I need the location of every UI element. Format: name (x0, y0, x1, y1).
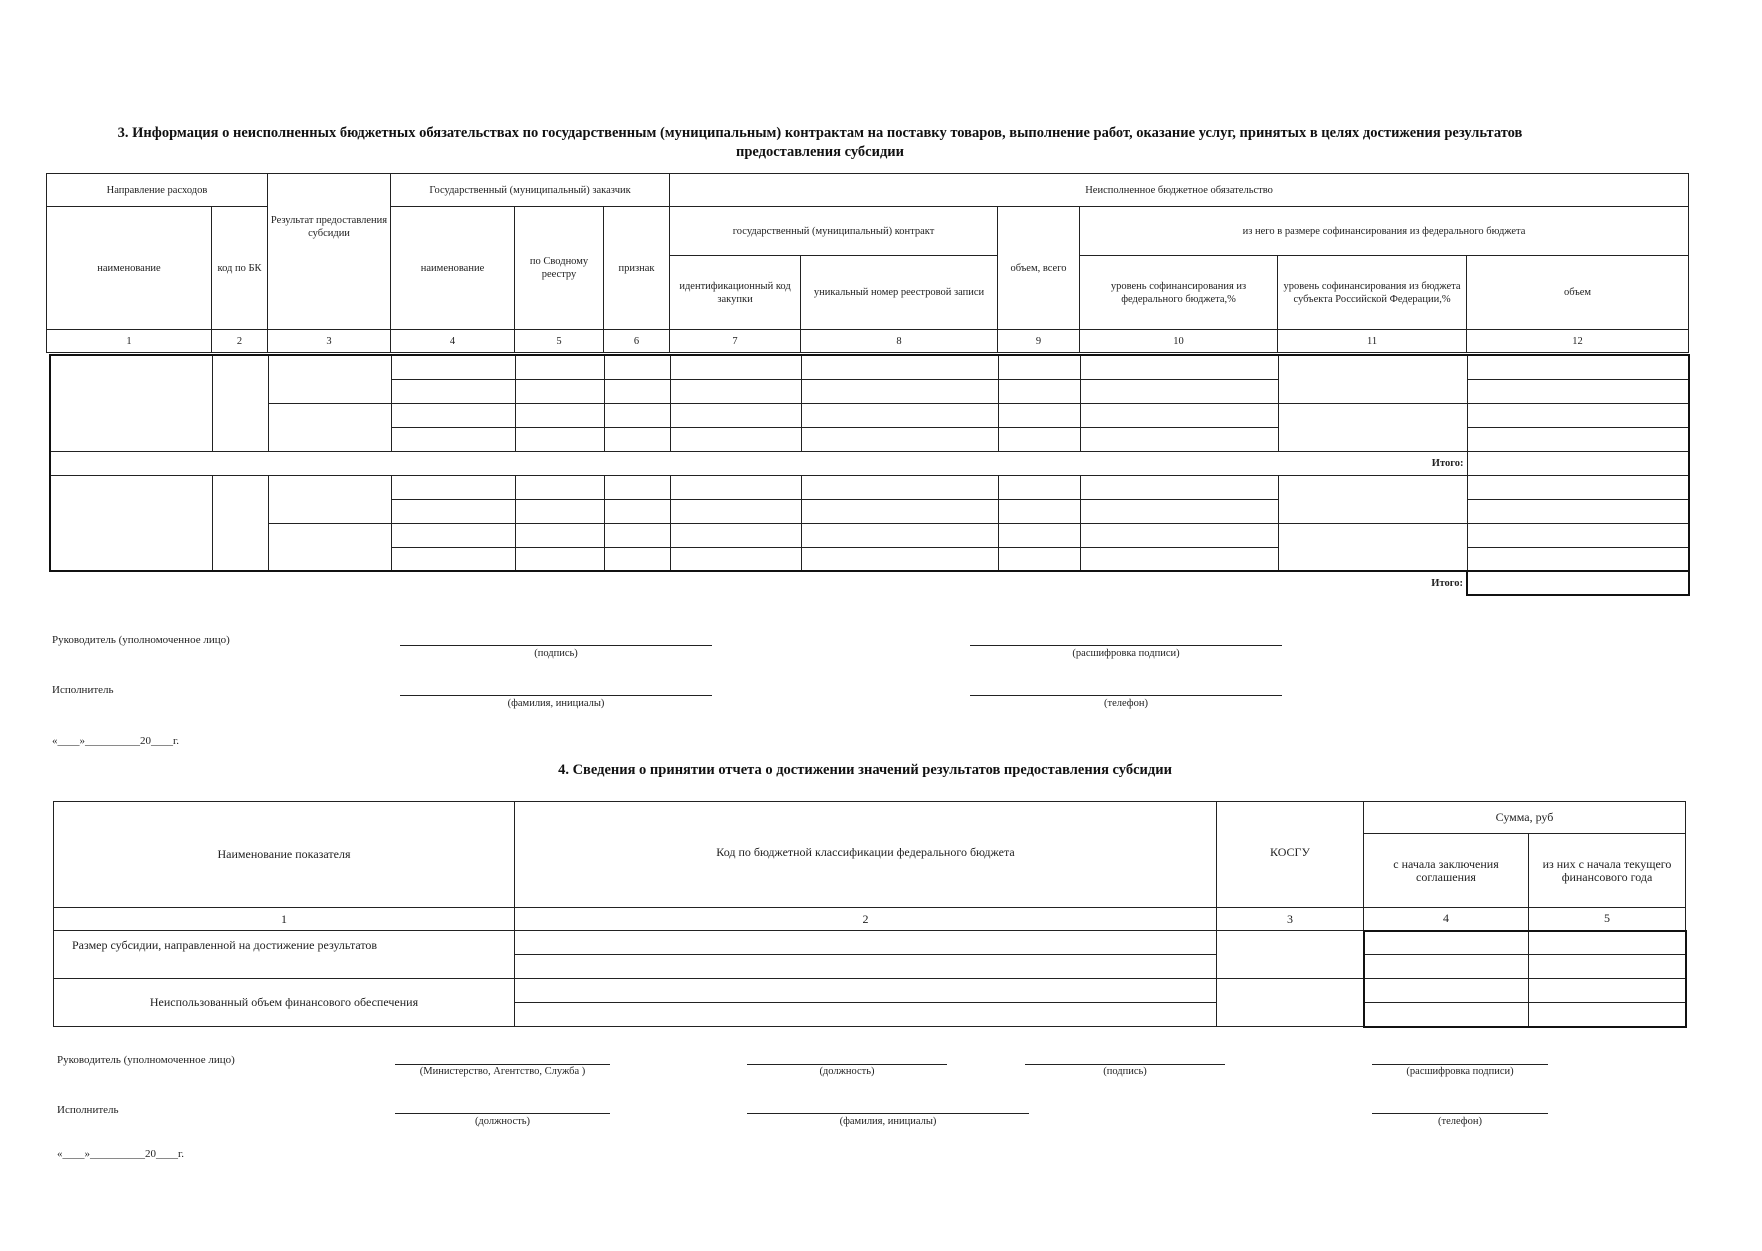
s4-ministry-caption: (Министерство, Агентство, Служба ) (419, 1066, 586, 1077)
s4-col-num: 5 (1529, 908, 1686, 931)
cell[interactable] (604, 403, 670, 427)
s4-position-line[interactable] (747, 1064, 947, 1065)
cell-cofin-subj[interactable] (1278, 523, 1467, 571)
s3-head-sign-caption: (подпись) (534, 648, 578, 659)
header-contract: государственный (муниципальный) контракт (670, 207, 998, 256)
s4-header-sum: Сумма, руб (1364, 802, 1686, 834)
s4-header-bk-code: Код по бюджетной классификации федерального бюджета (515, 802, 1217, 908)
col-num: 5 (515, 330, 604, 353)
cell[interactable] (1080, 379, 1278, 403)
cell[interactable] (1080, 475, 1278, 499)
s4-decode-line[interactable] (1372, 1064, 1548, 1065)
cell[interactable] (604, 547, 670, 571)
s4-cell-kosgu[interactable] (1217, 931, 1364, 979)
cell[interactable] (515, 355, 604, 379)
cell-direction-code[interactable] (212, 355, 268, 451)
cell[interactable] (391, 475, 515, 499)
s4-cell-sum-year[interactable] (1529, 931, 1686, 955)
cell[interactable] (604, 523, 670, 547)
header-result: Результат предоставления субсидии (268, 174, 391, 330)
cell[interactable] (670, 475, 801, 499)
cell-volume[interactable] (1467, 523, 1689, 547)
cell[interactable] (670, 499, 801, 523)
s4-executor-name-caption: (фамилия, инициалы) (839, 1116, 937, 1127)
s3-executor-name-caption: (фамилия, инициалы) (507, 698, 605, 709)
col-num: 7 (670, 330, 801, 353)
cell[interactable] (998, 523, 1080, 547)
cell-cofin-subj[interactable] (1278, 403, 1467, 451)
header-direction-name: наименование (47, 207, 212, 330)
s3-head-decode-caption: (расшифровка подписи) (1072, 648, 1180, 659)
col-num: 3 (268, 330, 391, 353)
cell[interactable] (1080, 427, 1278, 451)
header-customer-registry: по Сводному реестру (515, 207, 604, 330)
s4-cell-bk[interactable] (515, 979, 1217, 1003)
cell-volume[interactable] (1467, 499, 1689, 523)
col-num: 12 (1467, 330, 1689, 353)
s4-cell-sum-start[interactable] (1364, 1003, 1529, 1027)
cell[interactable] (801, 475, 998, 499)
cell[interactable] (1080, 523, 1278, 547)
s4-col-num: 4 (1364, 908, 1529, 931)
col-num: 10 (1080, 330, 1278, 353)
col-num: 11 (1278, 330, 1467, 353)
s4-header-kosgu: КОСГУ (1217, 802, 1364, 908)
s4-head-label: Руководитель (уполномоченное лицо) (57, 1054, 235, 1066)
cell-result[interactable] (268, 355, 391, 403)
cell-volume[interactable] (1467, 403, 1689, 427)
section3-header-table (46, 173, 1689, 353)
cell[interactable] (670, 547, 801, 571)
cell[interactable] (515, 475, 604, 499)
col-num: 6 (604, 330, 670, 353)
cell[interactable] (1080, 403, 1278, 427)
col-num: 1 (47, 330, 212, 353)
s4-header-indicator: Наименование показателя (54, 802, 515, 908)
s3-head-label: Руководитель (уполномоченное лицо) (52, 634, 230, 646)
s4-executor-label: Исполнитель (57, 1104, 119, 1116)
cell[interactable] (515, 499, 604, 523)
s4-executor-position-line[interactable] (395, 1113, 610, 1114)
header-customer-sign: признак (604, 207, 670, 330)
s4-cell-sum-start[interactable] (1364, 955, 1529, 979)
header-direction: Направление расходов (47, 174, 268, 207)
cell[interactable] (801, 379, 998, 403)
s4-ministry-line[interactable] (395, 1064, 610, 1065)
cell-result[interactable] (268, 403, 391, 451)
cell-direction-name[interactable] (50, 355, 212, 451)
cell-cofin-subj[interactable] (1278, 475, 1467, 523)
cell[interactable] (515, 547, 604, 571)
cell[interactable] (604, 379, 670, 403)
s4-header-sum-current-year: из них с начала текущего финансового года (1529, 834, 1686, 908)
cell[interactable] (1080, 547, 1278, 571)
cell[interactable] (391, 523, 515, 547)
header-volume-total: объем, всего (998, 207, 1080, 330)
s4-col-num: 1 (54, 908, 515, 931)
cell[interactable] (515, 379, 604, 403)
col-num: 9 (998, 330, 1080, 353)
cell[interactable] (670, 523, 801, 547)
s4-executor-phone-caption: (телефон) (1438, 1116, 1482, 1127)
s3-executor-phone-line[interactable] (970, 695, 1282, 696)
cell[interactable] (801, 547, 998, 571)
header-direction-code: код по БК (212, 207, 268, 330)
header-customer: Государственный (муниципальный) заказчик (391, 174, 670, 207)
cell[interactable] (604, 427, 670, 451)
cell[interactable] (801, 499, 998, 523)
cell-result[interactable] (268, 475, 391, 523)
s3-date-line[interactable]: «____»__________20____г. (52, 735, 180, 747)
s4-executor-position-caption: (должность) (474, 1116, 531, 1127)
cell[interactable] (670, 379, 801, 403)
total-value-1[interactable] (1467, 451, 1689, 475)
s4-cell-bk[interactable] (515, 931, 1217, 955)
cell[interactable] (391, 427, 515, 451)
cell[interactable] (670, 427, 801, 451)
cell[interactable] (998, 475, 1080, 499)
total-label-1: Итого: (50, 451, 1467, 475)
cell-volume[interactable] (1467, 475, 1689, 499)
col-num: 8 (801, 330, 998, 353)
cell[interactable] (998, 355, 1080, 379)
s4-cell-bk[interactable] (515, 955, 1217, 979)
header-cofin-fed: уровень софинансирования из федерального бюджета,% (1080, 256, 1278, 330)
s4-cell-sum-year[interactable] (1529, 955, 1686, 979)
s4-cell-sum-start[interactable] (1364, 979, 1529, 1003)
section3-title-line2: предоставления субсидии (735, 144, 904, 160)
cell[interactable] (1080, 499, 1278, 523)
cell[interactable] (998, 547, 1080, 571)
cell[interactable] (604, 475, 670, 499)
cell[interactable] (604, 499, 670, 523)
cell[interactable] (670, 355, 801, 379)
s4-executor-name-line[interactable] (747, 1113, 1029, 1114)
s4-executor-phone-line[interactable] (1372, 1113, 1548, 1114)
section3-title (60, 124, 1580, 162)
s4-col-num: 3 (1217, 908, 1364, 931)
cell[interactable] (998, 379, 1080, 403)
cell-volume[interactable] (1467, 355, 1689, 379)
s3-executor-phone-caption: (телефон) (1104, 698, 1148, 709)
s4-cell-sum-year[interactable] (1529, 1003, 1686, 1027)
header-contract-reg: уникальный номер реестровой записи (801, 256, 998, 330)
s4-cell-sum-year[interactable] (1529, 979, 1686, 1003)
header-cofin-volume: объем (1467, 256, 1689, 330)
cell[interactable] (515, 523, 604, 547)
s4-header-sum-from-start: с начала заключения соглашения (1364, 834, 1529, 908)
s4-cell-bk[interactable] (515, 1003, 1217, 1027)
cell-volume[interactable] (1467, 427, 1689, 451)
cell-direction-code[interactable] (212, 475, 268, 571)
s4-cell-sum-start[interactable] (1364, 931, 1529, 955)
cell[interactable] (391, 403, 515, 427)
s3-executor-name-line[interactable] (400, 695, 712, 696)
cell[interactable] (515, 403, 604, 427)
s4-sign-caption: (подпись) (1103, 1066, 1147, 1077)
cell-volume[interactable] (1467, 547, 1689, 571)
cell[interactable] (1080, 355, 1278, 379)
s4-col-num: 2 (515, 908, 1217, 931)
cell-result[interactable] (268, 523, 391, 571)
s4-decode-caption: (расшифровка подписи) (1406, 1066, 1514, 1077)
cell[interactable] (391, 499, 515, 523)
section3-body-table (49, 354, 1690, 596)
cell[interactable] (391, 355, 515, 379)
cell-volume[interactable] (1467, 379, 1689, 403)
total-value-2[interactable] (1467, 571, 1689, 595)
cell[interactable] (670, 403, 801, 427)
col-num: 4 (391, 330, 515, 353)
s3-head-sign-line[interactable] (400, 645, 712, 646)
cell[interactable] (801, 427, 998, 451)
s4-sign-line[interactable] (1025, 1064, 1225, 1065)
cell[interactable] (391, 379, 515, 403)
cell[interactable] (391, 547, 515, 571)
total-label-2: Итого: (1431, 578, 1463, 589)
header-cofin-subj: уровень софинансирования из бюджета субъекта Российской Федерации,% (1278, 256, 1467, 330)
s4-row-label-unused: Неиспользованный объем финансового обеспечения (54, 979, 515, 1027)
header-obligation: Неисполненное бюджетное обязательство (670, 174, 1689, 207)
s3-head-decode-line[interactable] (970, 645, 1282, 646)
s3-executor-label: Исполнитель (52, 684, 114, 696)
cell[interactable] (801, 403, 998, 427)
s4-date-line[interactable]: «____»__________20____г. (57, 1148, 185, 1160)
header-contract-ikz: идентификационный код закупки (670, 256, 801, 330)
cell[interactable] (801, 523, 998, 547)
header-cofin: из него в размере софинансирования из федерального бюджета (1080, 207, 1689, 256)
header-customer-name: наименование (391, 207, 515, 330)
cell[interactable] (998, 427, 1080, 451)
cell-cofin-subj[interactable] (1278, 355, 1467, 403)
section4-table (53, 801, 1687, 1028)
cell[interactable] (604, 355, 670, 379)
s4-row-label-subsidy: Размер субсидии, направленной на достижение результатов (54, 931, 515, 979)
cell[interactable] (998, 499, 1080, 523)
col-num: 2 (212, 330, 268, 353)
cell[interactable] (801, 355, 998, 379)
section3-title-line1: 3. Информация о неисполненных бюджетных обязательствах по государственным (муниципальным) контрактам на поставку товаров, выполнение работ, оказание услуг, принятых в целях достижения результатов (117, 125, 1523, 141)
cell[interactable] (998, 403, 1080, 427)
cell-direction-name[interactable] (50, 475, 212, 571)
cell[interactable] (515, 427, 604, 451)
s4-position-caption: (должность) (819, 1066, 875, 1077)
section4-title: 4. Сведения о принятии отчета о достижении значений результатов предоставления субсидии (558, 762, 1172, 778)
s4-cell-kosgu[interactable] (1217, 979, 1364, 1027)
